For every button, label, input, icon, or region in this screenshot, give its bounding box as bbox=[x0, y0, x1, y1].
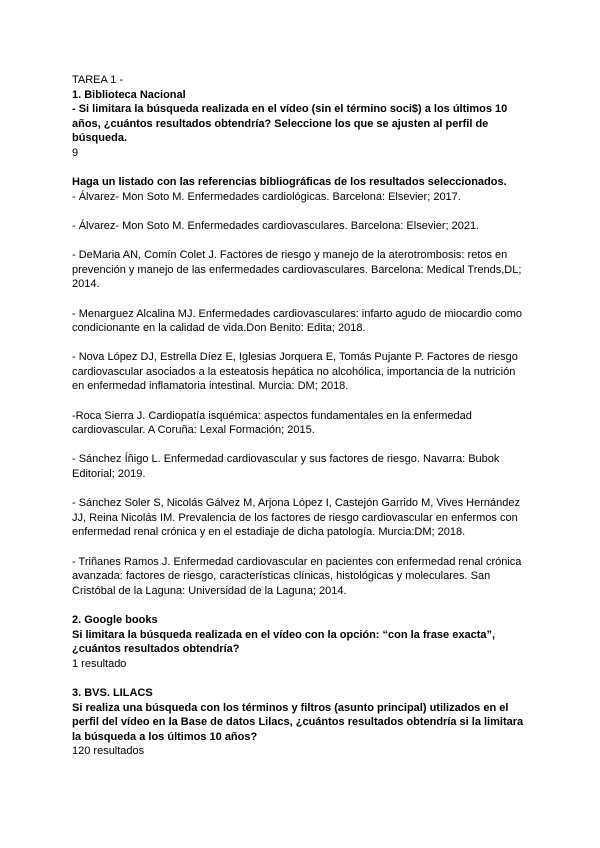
reference-item: -Roca Sierra J. Cardiopatía isquémica: aspectos fundamentales en la enfermedad cardiovascular. A Coruña: Lexal Formación; 2015. bbox=[72, 409, 472, 437]
references-list-title: Haga un listado con las referencias bibliográficas de los resultados seleccionados. bbox=[72, 176, 507, 189]
section-2-answer: 1 resultado bbox=[72, 657, 127, 670]
reference-item: - Álvarez- Mon Soto M. Enfermedades cardiovasculares. Barcelona: Elsevier; 2021. bbox=[72, 219, 480, 232]
section-biblioteca-nacional bbox=[72, 88, 530, 599]
section-3-question: Si realiza una búsqueda con los términos y filtros (asunto principal) utilizados en el perfil del vídeo en la Base de datos Lilacs, ¿cuántos resultados obtendría si la limitara la búsqueda a los últimos 10 años? bbox=[72, 701, 524, 743]
section-1-question: - Si limitara la búsqueda realizada en el vídeo (sin el término soci$) a los últimos 10 años, ¿cuántos resultados obtendría? Seleccione los que se ajusten al perfil de búsqueda. bbox=[72, 103, 508, 145]
section-1-answer: 9 bbox=[72, 146, 79, 159]
section-bvs-lilacs bbox=[72, 686, 530, 759]
reference-item: - Triñanes Ramos J. Enfermedad cardiovascular en pacientes con enfermedad renal crónica avanzada: factores de riesgo, características clínicas, histológicas y moleculares. San Cristóbal de la Laguna: Universidad de la Laguna; 2014. bbox=[72, 555, 522, 597]
section-2-question: Si limitara la búsqueda realizada en el vídeo con la opción: “con la frase exacta”, ¿cuántos resultados obtendría? bbox=[72, 628, 496, 656]
reference-item: - Menarguez Alcalina MJ. Enfermedades cardiovasculares: infarto agudo de miocardio como condicionante en la calidad de vida.Don Benito: Edita; 2018. bbox=[72, 307, 523, 335]
reference-item: - Sánchez Soler S, Nicolás Gálvez M, Arjona López I, Castejón Garrido M, Vives Hernández JJ, Reina Nicolás IM. Prevalencia de los factores de riesgo cardiovascular en enfermos con enfermedad renal crónica y en el estadiaje de dicha patología. Murcia:DM; 2018. bbox=[72, 497, 520, 539]
section-google-books bbox=[72, 613, 530, 671]
task-label: TAREA 1 - bbox=[72, 74, 124, 86]
reference-item: - Álvarez- Mon Soto M. Enfermedades cardiológicas. Barcelona: Elsevier; 2017. bbox=[72, 190, 461, 203]
reference-item: - DeMaria AN, Comín Colet J. Factores de riesgo y manejo de la aterotrombosis: retos en prevención y manejo de las enfermedades cardiovasculares. Barcelona: Medical Trends,DL; 2014. bbox=[72, 249, 522, 291]
section-2-title: 2. Google books bbox=[72, 613, 158, 626]
references-list bbox=[72, 190, 530, 599]
reference-item: - Nova López DJ, Estrella Díez E, Iglesias Jorquera E, Tomás Pujante P. Factores de riesgo cardiovascular asociados a la esteatosis hepática no alcohólica, importancia de la nutrición en enfermedad inflamatoria intestinal. Murcia: DM; 2018. bbox=[72, 351, 518, 393]
section-1-title: 1. Biblioteca Nacional bbox=[72, 88, 186, 101]
section-3-title: 3. BVS. LILACS bbox=[72, 686, 153, 699]
section-3-answer: 120 resultados bbox=[72, 745, 145, 758]
reference-item: - Sánchez Íñigo L. Enfermedad cardiovascular y sus factores de riesgo. Navarra: Bubok Editorial; 2019. bbox=[72, 453, 500, 481]
